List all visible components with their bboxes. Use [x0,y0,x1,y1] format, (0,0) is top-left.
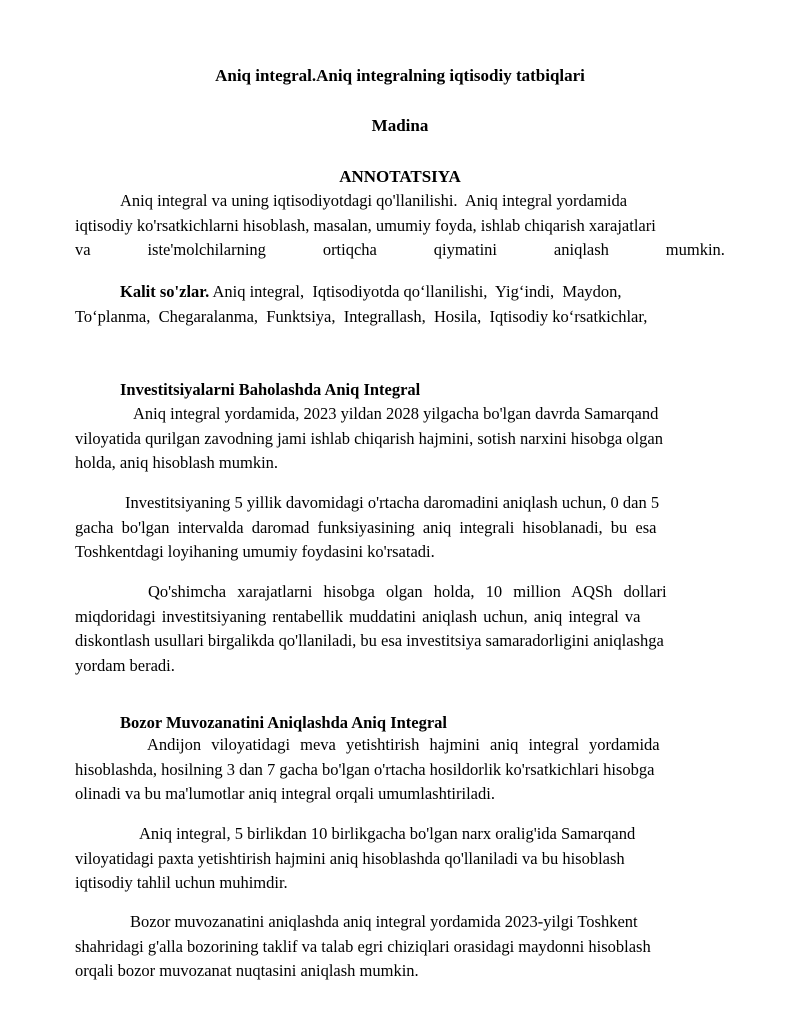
section-heading-investments: Investitsiyalarni Baholashda Aniq Integral [120,380,421,399]
annotation-paragraph [75,189,725,263]
document-title: Aniq integral.Aniq integralning iqtisodiy tatbiqlari [215,66,585,85]
author-name: Madina [371,116,429,135]
keywords-line-1: Kalit so'zlar. Aniq integral, Iqtisodiyotda qo‘llanilishi, Yig‘indi, Maydon, [120,282,622,301]
section1-paragraph-2: Investitsiyaning 5 yillik davomidagi o'rtacha daromadini aniqlash uchun, 0 dan 5 gacha bo'lgan intervalda daromad funksiyasining aniq integrali hisoblanadi, bu esa Toshkentdagi loyihaning umumiy foydasini ko'rsatadi. [75,493,660,561]
section2-paragraph-2: Aniq integral, 5 birlikdan 10 birlikgacha bo'lgan narx oralig'ida Samarqand viloyatidagi paxta yetishtirish hajmini aniq hisoblashda qo'llaniladi va bu hisoblash iqtisodiy tahlil uchun muhimdir. [75,824,636,892]
annotation-line-1: Aniq integral va uning iqtisodiyotdagi qo'llanilishi. Aniq integral yordamida [120,191,628,210]
annotation-line-3: va iste'molchilarning ortiqcha qiymatini aniqlash mumkin. [75,240,725,259]
annotation-line-2: iqtisodiy ko'rsatkichlarni hisoblash, masalan, umumiy foyda, ishlab chiqarish xarajatlari [75,215,656,235]
section2-paragraph-3: Bozor muvozanatini aniqlashda aniq integral yordamida 2023-yilgi Toshkent shahridagi g'alla bozorining taklif va talab egri chiziqlari orasidagi maydonni hisoblash orqali bozor muvozanat nuqtasini aniqlash mumkin. [75,912,651,980]
section2-paragraph-1: Andijon viloyatidagi meva yetishtirish hajmini aniq integral yordamida hisoblashda, hosilning 3 dan 7 gacha bo'lgan o'rtacha hosildorlik ko'rsatkichlari hisobga olinadi va bu ma'lumotlar aniq integral orqali umumlashtiriladi. [75,735,660,803]
annotation-heading: ANNOTATSIYA [339,167,461,186]
section-heading-market-equilibrium: Bozor Muvozanatini Aniqlashda Aniq Integral [120,713,448,732]
keywords-label: Kalit so'zlar. [120,282,210,301]
section1-paragraph-1: Aniq integral yordamida, 2023 yildan 2028 yilgacha bo'lgan davrda Samarqand viloyatida qurilgan zavodning jami ishlab chiqarish hajmini, sotish narxini hisobga olgan holda, aniq hisoblash mumkin. [75,404,663,472]
keywords-line-2: To‘planma, Chegaralanma, Funktsiya, Integrallash, Hosila, Iqtisodiy ko‘rsatkichlar, [75,306,648,326]
section1-paragraph-3: Qo'shimcha xarajatlarni hisobga olgan holda, 10 million AQSh dollari miqdoridagi investitsiyaning rentabellik muddatini aniqlash uchun, aniq integral va diskontlash usullari birgalikda qo'llaniladi, bu esa investitsiya samaradorligini aniqlashga yordam beradi. [75,582,667,675]
keywords-paragraph [75,280,725,329]
